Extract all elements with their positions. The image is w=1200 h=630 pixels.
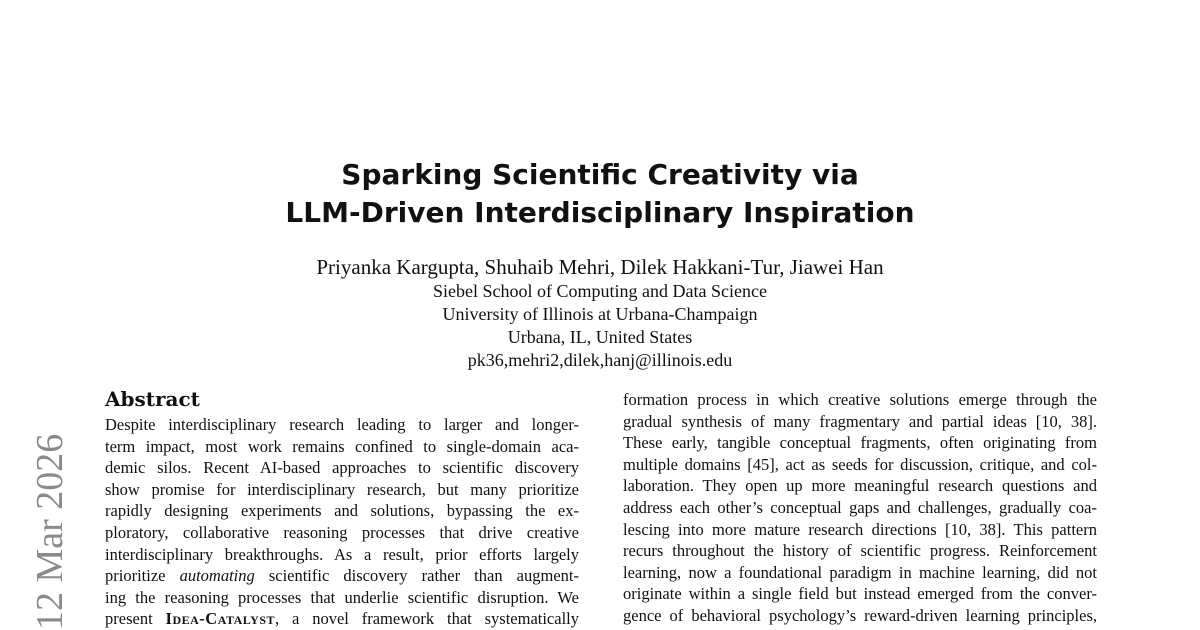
body-line: These early, tangible conceptual fragments, often originating from <box>623 433 1097 453</box>
affiliation-block <box>0 280 1200 372</box>
abstract-column <box>105 387 579 630</box>
arxiv-date-stamp: 12 Mar 2026 <box>29 433 71 630</box>
body-line: gradual synthesis of many fragmentary and partial ideas [10, 38]. <box>623 411 1097 431</box>
body-line: laboration. They open up more meaningful research questions and <box>623 476 1097 496</box>
abstract-text: prioritize <box>105 566 180 586</box>
affiliation-location: Urbana, IL, United States <box>507 327 693 347</box>
affiliation-university: University of Illinois at Urbana-Champaign <box>442 304 758 324</box>
author-list: Priyanka Kargupta, Shuhaib Mehri, Dilek Hakkani-Tur, Jiawei Han <box>316 255 884 279</box>
abstract-line: Despite interdisciplinary research leading to larger and longer- <box>105 415 579 434</box>
body-text-column <box>623 389 1097 627</box>
emphasis-automating: automating <box>179 566 255 586</box>
body-line: formation process in which creative solutions emerge through the <box>623 390 1097 409</box>
abstract-line <box>105 608 579 630</box>
abstract-line: ploratory, collaborative reasoning processes that drive creative <box>105 522 579 542</box>
abstract-line: ing the reasoning processes that underlie scientific disruption. We <box>105 587 579 607</box>
abstract-line <box>105 565 579 587</box>
abstract-line: demic silos. Recent AI-based approaches to scientific discovery <box>105 458 579 478</box>
body-line: learning, now a foundational paradigm in machine learning, did not <box>623 562 1097 582</box>
title-line-2: LLM-Driven Interdisciplinary Inspiration <box>285 196 915 229</box>
abstract-text: scientific discovery rather than augment- <box>254 566 579 586</box>
affiliation-emails: pk36,mehri2,dilek,hanj@illinois.edu <box>467 350 733 370</box>
body-line: gence of behavioral psychology’s reward-driven learning principles, <box>623 605 1097 625</box>
abstract-line: show promise for interdisciplinary research, but many prioritize <box>105 479 579 499</box>
body-line: recurs throughout the history of scientific progress. Reinforcement <box>623 541 1097 561</box>
abstract-line: interdisciplinary breakthroughs. As a result, prior efforts largely <box>105 544 579 564</box>
abstract-line: term impact, most work remains confined to single-domain aca- <box>105 436 579 456</box>
paper-title <box>0 156 1200 232</box>
body-line: multiple domains [45], act as seeds for discussion, critique, and col- <box>623 454 1097 474</box>
body-line: lescing into more mature research directions [10, 38]. This pattern <box>623 519 1097 539</box>
framework-name: Idea-Catalyst <box>165 609 275 629</box>
abstract-line: rapidly designing experiments and solutions, bypassing the ex- <box>105 501 579 521</box>
title-line-1: Sparking Scientific Creativity via <box>341 158 859 191</box>
abstract-heading: Abstract <box>105 387 200 411</box>
abstract-text: , a novel framework that systematically <box>275 609 579 629</box>
body-line: originate within a single field but instead emerged from the conver- <box>623 584 1097 604</box>
affiliation-department: Siebel School of Computing and Data Science <box>433 281 767 301</box>
body-line: address each other’s conceptual gaps and challenges, gradually coa- <box>623 497 1097 517</box>
abstract-text: present <box>105 609 166 629</box>
